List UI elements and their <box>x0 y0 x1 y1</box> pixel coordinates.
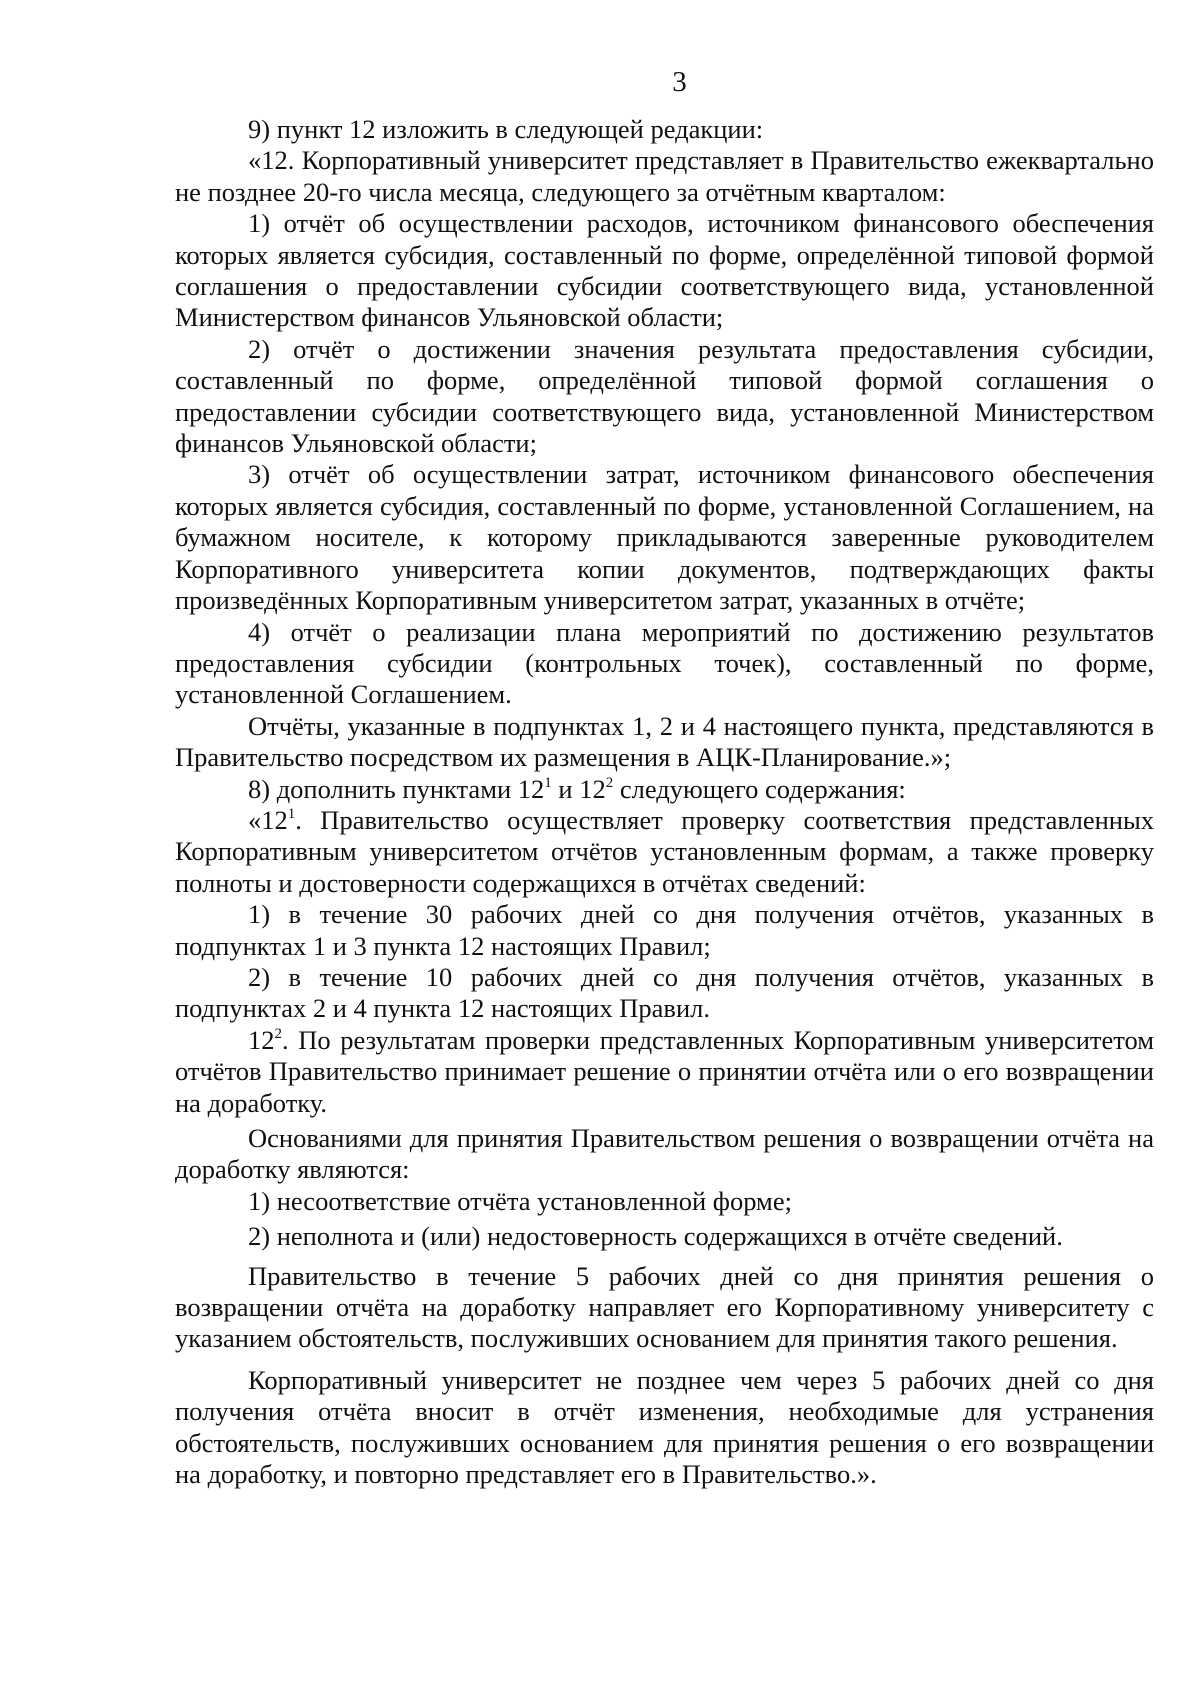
point-12-2-superscript: 2 <box>274 1025 282 1042</box>
paragraph-report-3: 3) отчёт об осуществлении затрат, источником финансового обеспечения которых является субсидия, составленный по форме, установленной Соглашением, на бумажном носителе, к которому прикладываются заверенные руководителем Корпоративного университета копии документов, подтверждающих факты произведённых Корпоративным университетом затрат, указанных в отчёте; <box>175 459 1154 616</box>
paragraph-item-8 <box>175 774 1154 805</box>
page-number: 3 <box>672 66 687 98</box>
paragraph-reports-submission: Отчёты, указанные в подпунктах 1, 2 и 4 настоящего пункта, представляются в Правительство посредством их размещения в АЦК-Планирование.»; <box>175 710 1154 773</box>
point-12-2-text: . По результатам проверки представленных Корпоративным университетом отчётов Правительство принимает решение о принятии отчёта или о его возвращении на доработку. <box>175 1024 1154 1118</box>
paragraph-deadline-30-days: 1) в течение 30 рабочих дней со дня получения отчётов, указанных в подпунктах 1 и 3 пункта 12 настоящих Правил; <box>175 899 1154 961</box>
paragraph-point-12-2 <box>175 1025 1154 1119</box>
paragraph-resubmission: Корпоративный университет не позднее чем через 5 рабочих дней со дня получения отчёта вносит в отчёт изменения, необходимые для устранения обстоятельств, послуживших основанием для принятия решения о его возвращении на доработку, и повторно представляет его в Правительство.». <box>175 1364 1154 1490</box>
point-12-1-number: «12 <box>248 804 288 835</box>
paragraph-ground-2: 2) неполнота и (или) недостоверность содержащихся в отчёте сведений. <box>248 1221 1063 1252</box>
paragraph-item-9: 9) пункт 12 изложить в следующей редакции: <box>248 114 764 144</box>
paragraph-return-grounds: Основаниями для принятия Правительством решения о возвращении отчёта на доработку являются: <box>175 1123 1154 1185</box>
point-12-2-number: 12 <box>248 1024 275 1055</box>
item-8-superscript-2: 2 <box>605 774 614 791</box>
paragraph-ground-1: 1) несоответствие отчёта установленной форме; <box>248 1185 792 1216</box>
paragraph-report-1: 1) отчёт об осуществлении расходов, источником финансового обеспечения которых является субсидия, составленный по форме, определённой типовой формой соглашения о предоставлении субсидии соответствующего вида, установленной Министерством финансов Ульяновской области; <box>175 208 1154 333</box>
paragraph-report-4: 4) отчёт о реализации плана мероприятий по достижению результатов предоставления субсидии (контрольных точек), составленный по форме, установленной Соглашением. <box>175 616 1154 710</box>
paragraph-report-2: 2) отчёт о достижении значения результата предоставления субсидии, составленный по форме, определённой типовой формой соглашения о предоставлении субсидии соответствующего вида, установленной Министерством финансов Ульяновской области; <box>175 333 1154 459</box>
paragraph-point-12-1 <box>175 805 1154 899</box>
paragraph-deadline-10-days: 2) в течение 10 рабочих дней со дня получения отчётов, указанных в подпунктах 2 и 4 пункта 12 настоящих Правил. <box>175 961 1154 1024</box>
item-8-text-2: и 12 <box>551 773 606 804</box>
paragraph-point-12-intro: «12. Корпоративный университет представляет в Правительство ежеквартально не позднее 20-го числа месяца, следующего за отчётным кварталом: <box>175 145 1154 207</box>
point-12-1-text: . Правительство осуществляет проверку соответствия представленных Корпоративным университетом отчётов установленным формам, а также проверку полноты и достоверности содержащихся в отчётах сведений: <box>175 804 1154 898</box>
paragraph-return-procedure: Правительство в течение 5 рабочих дней со дня принятия решения о возвращении отчёта на доработку направляет его Корпоративному университету с указанием обстоятельств, послуживших основанием для принятия такого решения. <box>175 1260 1154 1354</box>
point-12-1-superscript: 1 <box>287 805 296 822</box>
item-8-text-3: следующего содержания: <box>613 773 906 804</box>
item-8-superscript-1: 1 <box>544 774 552 791</box>
item-8-text-1: 8) дополнить пунктами 12 <box>248 773 545 804</box>
